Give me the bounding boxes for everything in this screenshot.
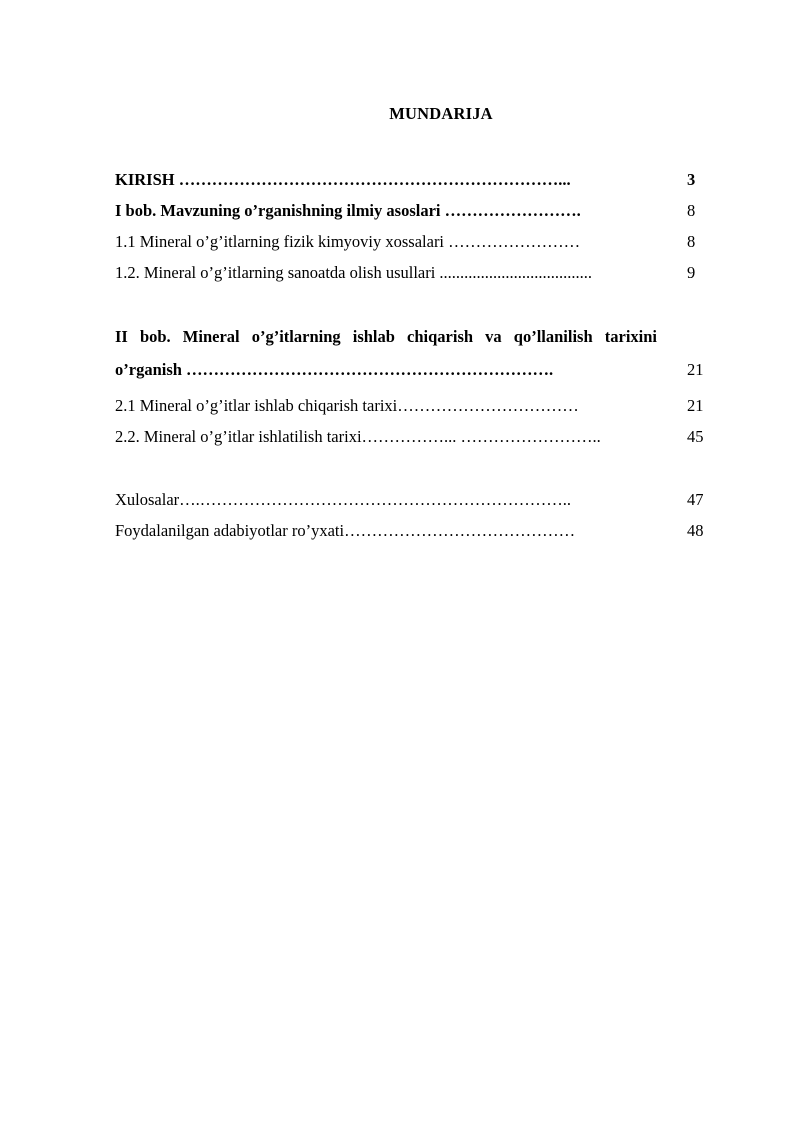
toc-entry-text: KIRISH ……………………………………………………………... <box>115 170 571 189</box>
toc-entry-kirish[interactable] <box>115 170 705 194</box>
toc-entry-chapter-2-line2[interactable] <box>115 360 705 384</box>
toc-entry-text: I bob. Mavzuning o’rganishning ilmiy asoslari ……………………. <box>115 201 581 220</box>
toc-entry-section-2-2[interactable] <box>115 427 705 451</box>
toc-entry-references[interactable] <box>115 521 705 545</box>
toc-entry-page: 9 <box>687 263 696 282</box>
toc-entry-page: 21 <box>687 396 704 415</box>
toc-entry-page: 8 <box>687 232 696 251</box>
toc-entry-page: 8 <box>687 201 696 220</box>
toc-entry-text: 1.2. Mineral o’g’itlarning sanoatda olish usullari ..................................... <box>115 263 593 282</box>
toc-entry-section-1-1[interactable] <box>115 232 705 256</box>
toc-entry-page: 48 <box>687 521 704 540</box>
toc-entry-page: 3 <box>687 170 696 189</box>
toc-entry-chapter-2-line1[interactable] <box>115 327 705 351</box>
toc-entry-section-2-1[interactable] <box>115 396 705 420</box>
toc-entry-text: Foydalanilgan adabiyotlar ro’yxati…………………………………… <box>115 521 576 540</box>
toc-entry-text: II bob. Mineral o’g’itlarning ishlab chiqarish va qo’llanilish tarixini <box>115 327 657 346</box>
toc-entry-page: 47 <box>687 490 704 509</box>
toc-entry-page: 21 <box>687 360 704 379</box>
toc-entry-section-1-2[interactable] <box>115 263 705 287</box>
toc-entry-text: 1.1 Mineral o’g’itlarning fizik kimyoviy xossalari …………………… <box>115 232 581 251</box>
toc-entry-page: 45 <box>687 427 704 446</box>
toc-entry-conclusions[interactable] <box>115 490 705 514</box>
toc-entry-chapter-1[interactable] <box>115 201 705 225</box>
toc-entry-text: 2.2. Mineral o’g’itlar ishlatilish tarixi……………... …………………….. <box>115 427 601 446</box>
toc-entry-text: Xulosalar….………………………………………………………….. <box>115 490 572 509</box>
toc-entry-text: 2.1 Mineral o’g’itlar ishlab chiqarish tarixi…………………………… <box>115 396 579 415</box>
toc-entry-text: o’rganish …………………………………………………………. <box>115 360 554 379</box>
page-title: MUNDARIJA <box>389 104 493 123</box>
